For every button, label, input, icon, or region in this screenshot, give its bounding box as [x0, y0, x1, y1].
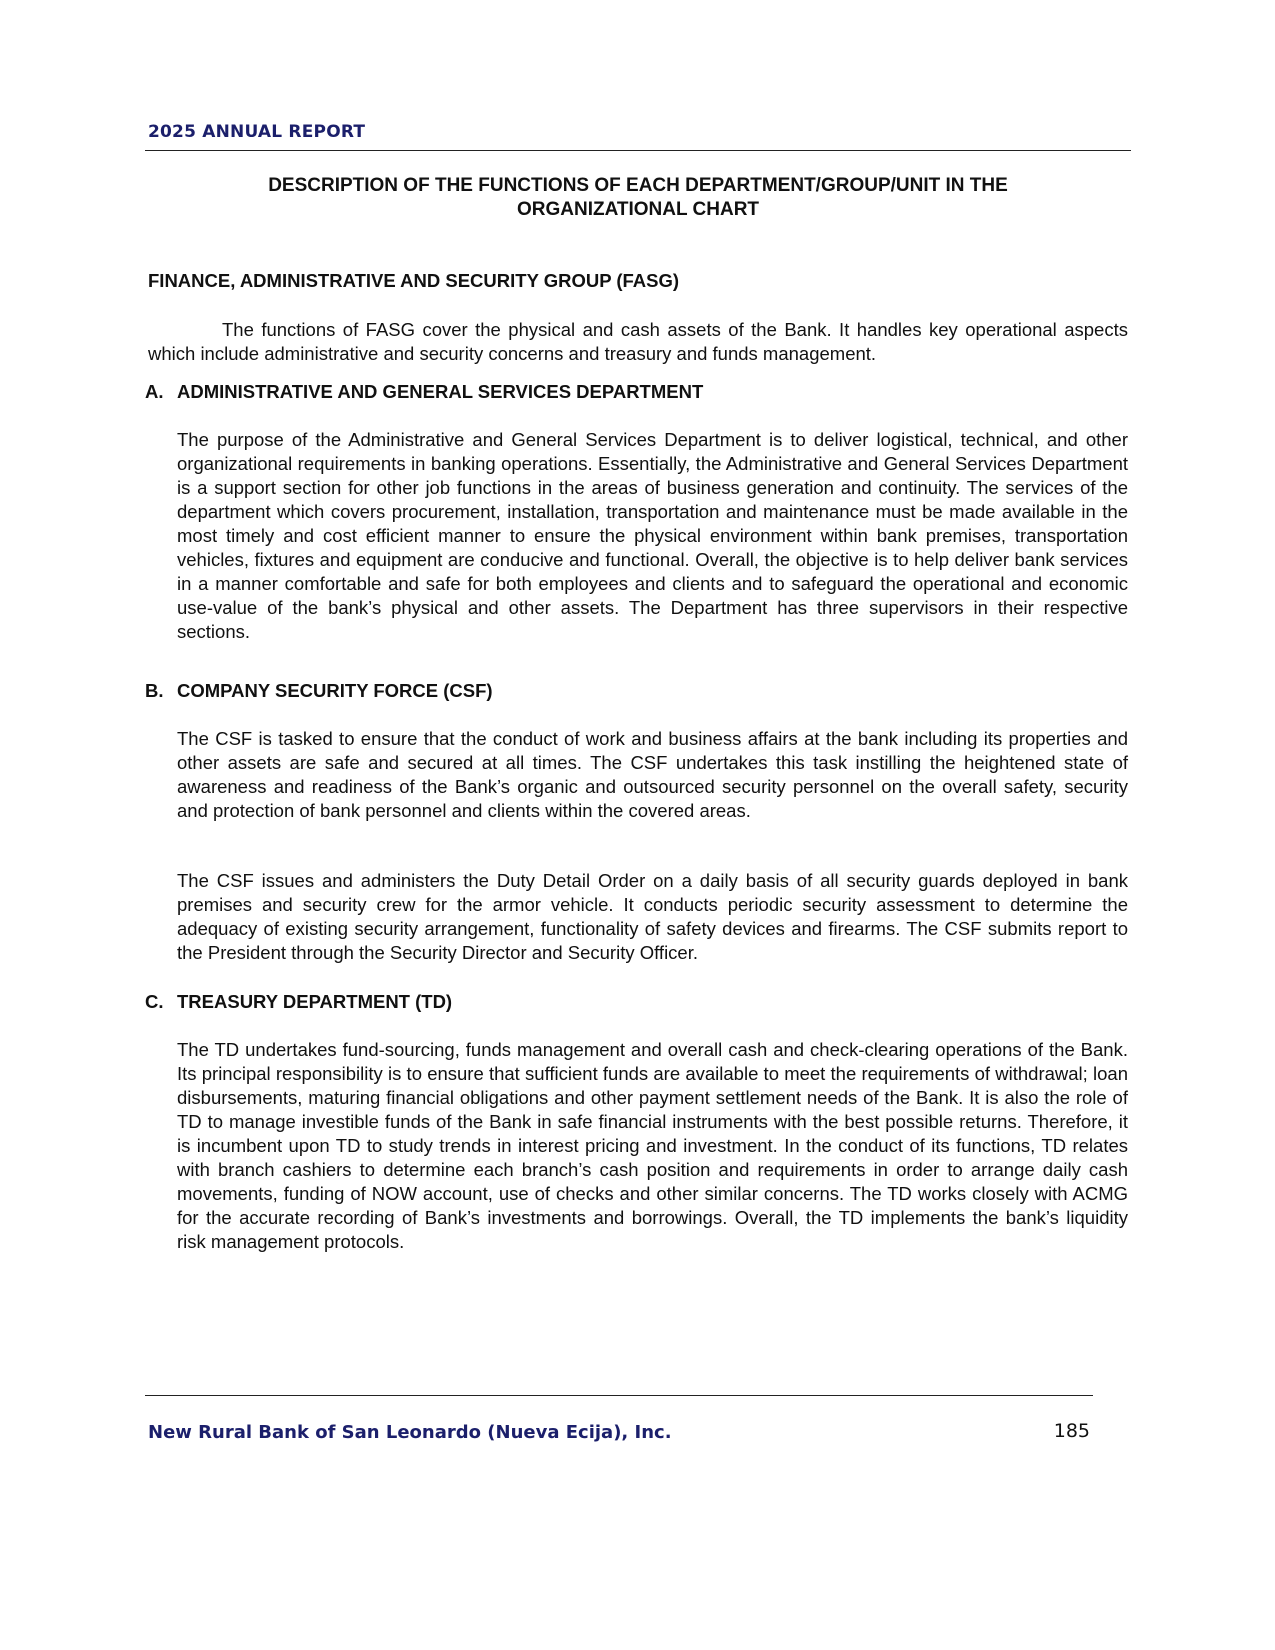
section-a-title — [145, 381, 703, 403]
document-heading — [145, 174, 1131, 222]
section-c-paragraph: The TD undertakes fund-sourcing, funds management and overall cash and check-clearing operations of the Bank. Its principal responsibility is to ensure that sufficient funds are available to meet the requirements of withdrawal; loan disbursements, maturing financial obligations and other payment settlement needs of the Bank. It is also the role of TD to manage investible funds of the Bank in safe financial instruments with the best possible returns. Therefore, it is incumbent upon TD to study trends in interest pricing and investment. In the conduct of its functions, TD relates with branch cashiers to determine each branch’s cash position and requirements in order to arrange daily cash movements, funding of NOW account, use of checks and other similar concerns. The TD works closely with ACMG for the accurate recording of Bank’s investments and borrowings. Overall, the TD implements the bank’s liquidity risk management protocols. — [177, 1039, 1128, 1252]
report-header-title: 2025 ANNUAL REPORT — [148, 122, 366, 142]
section-c-title-text: TREASURY DEPARTMENT (TD) — [177, 991, 453, 1012]
document-heading-line-1: DESCRIPTION OF THE FUNCTIONS OF EACH DEPARTMENT/GROUP/UNIT IN THE — [268, 175, 1008, 196]
section-b-paragraph-2: The CSF issues and administers the Duty Detail Order on a daily basis of all security guards deployed in bank premises and security crew for the armor vehicle. It conducts periodic security assessment to determine the adequacy of existing security arrangement, functionality of safety devices and firearms. The CSF submits report to the President through the Security Director and Security Officer. — [177, 870, 1128, 963]
section-c-title — [145, 991, 452, 1013]
document-heading-line-2: ORGANIZATIONAL CHART — [516, 199, 760, 220]
section-b-title-text: COMPANY SECURITY FORCE (CSF) — [177, 680, 493, 701]
page-number: 185 — [1053, 1420, 1090, 1442]
group-intro-paragraph: The functions of FASG cover the physical and cash assets of the Bank. It handles key operational aspects which include administrative and security concerns and treasury and funds management. — [148, 319, 1128, 364]
section-a-letter: A. — [145, 381, 164, 402]
footer-bank-name: New Rural Bank of San Leonardo (Nueva Ecija), Inc. — [148, 1422, 672, 1443]
section-b-paragraph-1: The CSF is tasked to ensure that the conduct of work and business affairs at the bank including its properties and other assets are safe and secured at all times. The CSF undertakes this task instilling the heightened state of awareness and readiness of the Bank’s organic and outsourced security personnel on the overall safety, security and protection of bank personnel and clients within the covered areas. — [177, 728, 1128, 821]
group-heading: FINANCE, ADMINISTRATIVE AND SECURITY GROUP (FASG) — [148, 270, 680, 291]
section-c-letter: C. — [145, 991, 164, 1012]
footer-divider — [145, 1395, 1093, 1396]
section-b-title — [145, 680, 493, 702]
header-divider — [145, 150, 1131, 151]
section-b-letter: B. — [145, 680, 164, 701]
section-a-title-text: ADMINISTRATIVE AND GENERAL SERVICES DEPARTMENT — [177, 381, 704, 402]
section-a-paragraph: The purpose of the Administrative and General Services Department is to deliver logistical, technical, and other organizational requirements in banking operations. Essentially, the Administrative and General Services Department is a support section for other job functions in the areas of business generation and continuity. The services of the department which covers procurement, installation, transportation and maintenance must be made available in the most timely and cost efficient manner to ensure the physical environment within bank premises, transportation vehicles, fixtures and equipment are conducive and functional. Overall, the objective is to help deliver bank services in a manner comfortable and safe for both employees and clients and to safeguard the operational and economic use-value of the bank’s physical and other assets. The Department has three supervisors in their respective sections. — [177, 429, 1128, 642]
